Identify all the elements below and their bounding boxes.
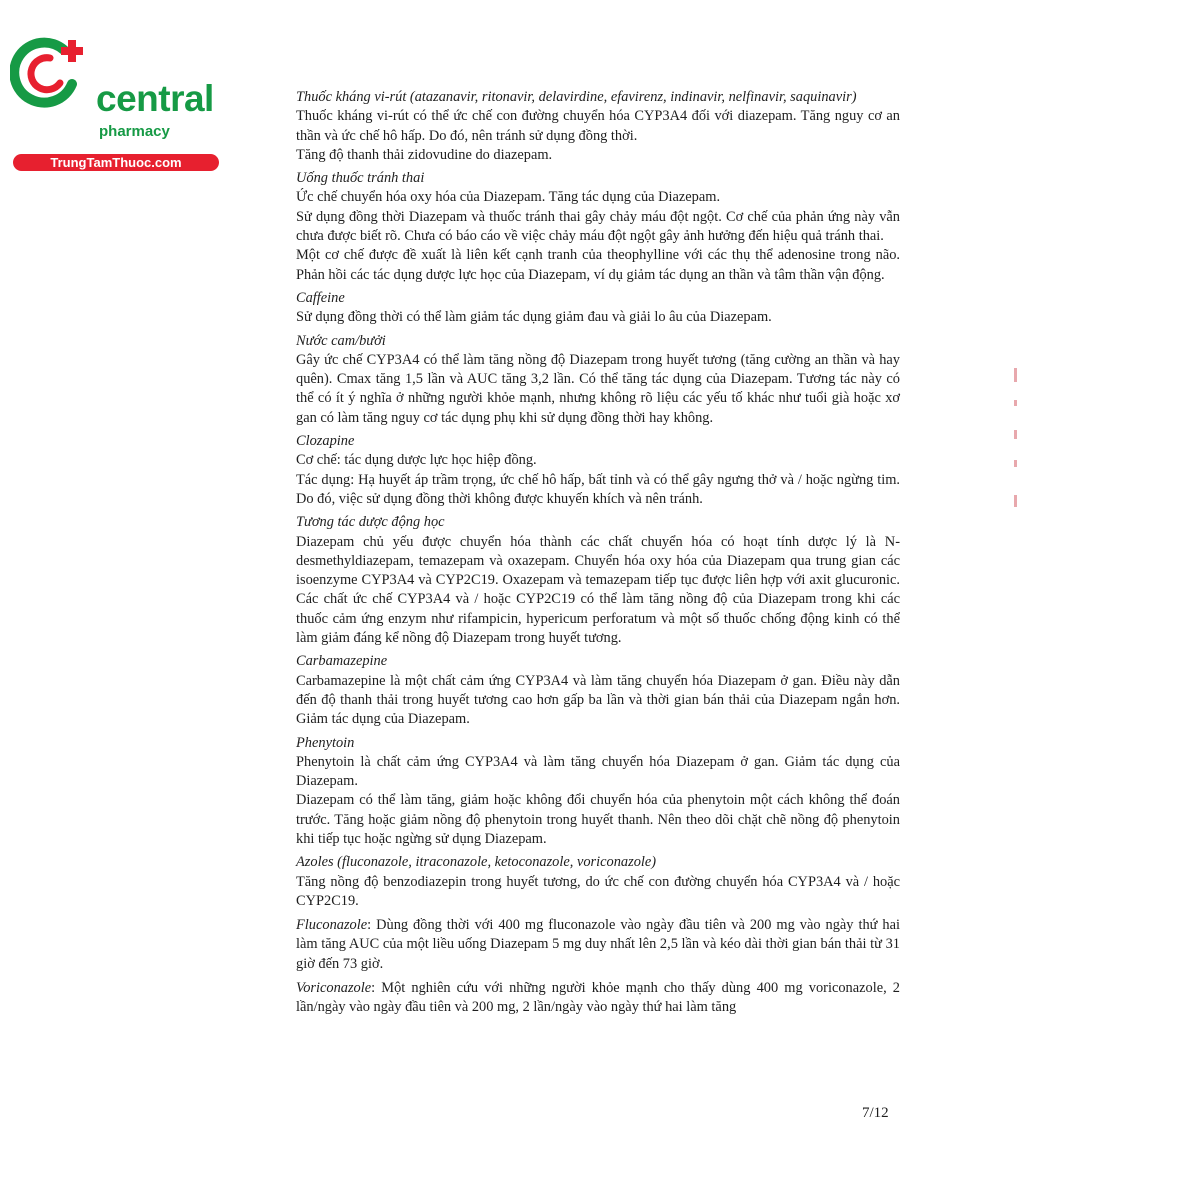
section-title-azoles: Azoles (fluconazole, itraconazole, ketoconazole, voriconazole): [296, 854, 657, 871]
paragraph: Một cơ chế được đề xuất là liên kết cạnh tranh của theophylline với các thụ thể adenosine trong não. Phản hồi các tác dụng dược lực học của Diazepam, ví dụ giảm tác dụng an thần và tâm thần vận động.: [296, 247, 900, 283]
section-title-phenytoin: Phenytoin: [296, 734, 355, 751]
paragraph: Carbamazepine là một chất cảm ứng CYP3A4 và làm tăng chuyển hóa Diazepam ở gan. Điều này dẫn đến độ thanh thải trong huyết tương cao hơn gấp ba lần và thời gian bán thải của Diazepam ngắn hơn. Giảm tác dụng của Diazepam.: [296, 672, 900, 728]
fluconazole-text: : Dùng đồng thời với 400 mg fluconazole vào ngày đầu tiên và 200 mg vào ngày thứ hai làm tăng AUC của một liều uống Diazepam 5 mg duy nhất lên 2,5 lần và kéo dài thời gian bán thải từ 31 giờ đến 73 giờ.: [296, 917, 900, 972]
page-number: 7/12: [862, 1105, 889, 1121]
paragraph: Diazepam có thể làm tăng, giảm hoặc không đổi chuyển hóa của phenytoin một cách không thể đoán trước. Tăng hoặc giảm nồng độ phenytoin trong huyết thanh. Nên theo dõi chặt chẽ nồng độ phenytoin khi tiếp tục hoặc ngừng sử dụng Diazepam.: [296, 792, 900, 847]
brand-url-badge[interactable]: TrungTamThuoc.com: [13, 154, 219, 171]
section-title-carbamazepine: Carbamazepine: [296, 653, 388, 670]
fluconazole-label: Fluconazole: [296, 917, 368, 934]
paragraph: Cơ chế: tác dụng dược lực học hiệp đồng.: [296, 452, 537, 469]
brand-subtitle: pharmacy: [99, 123, 170, 140]
section-title-clozapine: Clozapine: [296, 433, 355, 450]
section-title-caffeine: Caffeine: [296, 289, 345, 306]
central-pharmacy-logo[interactable]: [10, 36, 220, 170]
paragraph: Gây ức chế CYP3A4 có thể làm tăng nồng độ Diazepam trong huyết tương (tăng cường an thần và hay quên). Cmax tăng 1,5 lần và AUC tăng 3,2 lần. Có thể tăng tác dụng của Diazepam. Tương tác này có thể có ít ý nghĩa ở những người khỏe mạnh, nhưng không rõ liệu các yếu tố khác như tuổi già hoặc xơ gan có làm tăng nguy cơ tác dụng phụ khi sử dụng đồng thời hay không.: [296, 351, 900, 426]
paragraph: Sử dụng đồng thời có thể làm giảm tác dụng giảm đau và giải lo âu của Diazepam.: [296, 309, 772, 326]
paragraph: Thuốc kháng vi-rút có thể ức chế con đường chuyển hóa CYP3A4 đối với diazepam. Tăng nguy cơ an thần và ức chế hô hấp. Do đó, nên tránh sử dụng đồng thời.: [296, 108, 900, 144]
paragraph-fluconazole: [296, 916, 900, 974]
paragraph: Ức chế chuyển hóa oxy hóa của Diazepam. Tăng tác dụng của Diazepam.: [296, 189, 721, 206]
brand-name: central: [96, 78, 214, 119]
paragraph: Tác dụng: Hạ huyết áp trầm trọng, ức chế hô hấp, bất tỉnh và có thể gây ngưng thở và / hoặc ngừng tim. Do đó, việc sử dụng đồng thời không được khuyến khích và nên tránh.: [296, 471, 900, 507]
voriconazole-text: : Một nghiên cứu với những người khỏe mạnh cho thấy dùng 400 mg voriconazole, 2 lần/ngày vào ngày đầu tiên và 200 mg, 2 lần/ngày vào ngày thứ hai làm tăng: [296, 980, 900, 1016]
paragraph: Phenytoin là chất cảm ứng CYP3A4 và làm tăng chuyển hóa Diazepam ở gan. Giảm tác dụng của Diazepam.: [296, 753, 900, 790]
voriconazole-label: Voriconazole: [296, 980, 372, 997]
paragraph-voriconazole: [296, 979, 900, 1018]
document-body: [296, 88, 900, 1018]
section-title-pharmacokinetics: Tương tác dược động học: [296, 514, 445, 531]
section-title-contraceptives: Uống thuốc tránh thai: [296, 170, 425, 187]
paragraph: Tăng nồng độ benzodiazepin trong huyết tương, do ức chế con đường chuyển hóa CYP3A4 và / hoặc CYP2C19.: [296, 873, 900, 909]
paragraph: Sử dụng đồng thời Diazepam và thuốc tránh thai gây chảy máu đột ngột. Cơ chế của phản ứng này vẫn chưa được biết rõ. Chưa có báo cáo về việc chảy máu đột ngột gây ảnh hưởng đến hiệu quả tránh thai.: [296, 208, 900, 245]
section-title-antivirals: Thuốc kháng vi-rút (atazanavir, ritonavir, delavirdine, efavirenz, indinavir, nelfinavir, saquinavir): [296, 89, 857, 105]
central-logo-icon: [10, 36, 92, 116]
paragraph: Diazepam chủ yếu được chuyển hóa thành các chất chuyển hóa có hoạt tính dược lý là N-desmethyldiazepam, temazepam và oxazepam. Chuyển hóa oxy hóa của Diazepam qua trung gian các isoenzyme CYP3A4 và CYP2C19. Oxazepam và temazepam tiếp tục được liên hợp với axit glucuronic. Các chất ức chế CYP3A4 và / hoặc CYP2C19 có thể làm tăng nồng độ của Diazepam trong khi các thuốc cảm ứng enzym như rifampicin, hypericum perforatum và một số thuốc chống động kinh có thể làm giảm đáng kể nồng độ Diazepam trong huyết tương.: [296, 533, 900, 647]
section-title-grapefruit: Nước cam/bưởi: [296, 332, 386, 349]
scan-edge-marks: [1010, 360, 1022, 520]
paragraph: Tăng độ thanh thải zidovudine do diazepam.: [296, 146, 553, 163]
